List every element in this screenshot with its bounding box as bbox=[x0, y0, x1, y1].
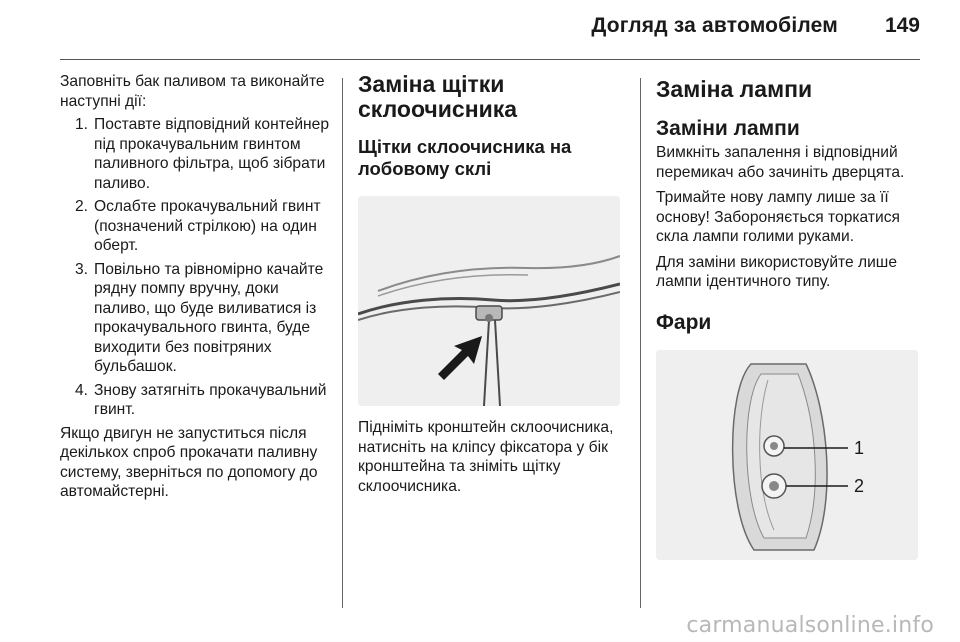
header-rule bbox=[60, 59, 920, 60]
callout-label-2: 2 bbox=[854, 475, 865, 496]
step-text: Поставте відповідний контейнер під прокачувальним гвинтом паливного фільтра, щоб зібрати паливо. bbox=[94, 116, 329, 192]
column-lamp bbox=[656, 72, 920, 560]
figure-caption: Підніміть кронштейн склоочисника, натисніть на кліпсу фіксатора у бік кронштейна та зніміть щітку склоочисника. bbox=[358, 419, 614, 495]
list-item bbox=[60, 115, 330, 193]
subsection-heading: Фари bbox=[656, 310, 712, 334]
subsection-heading: Щітки склоочисника на лобовому склі bbox=[358, 136, 572, 179]
column-wiper bbox=[358, 72, 628, 496]
column-divider bbox=[640, 78, 641, 608]
list-item bbox=[60, 381, 330, 420]
section-heading: Заміна щітки склоочисника bbox=[358, 71, 518, 122]
paragraph: Тримайте нову лампу лише за її основу! Забороняється торкатися скла лампи голими руками. bbox=[656, 189, 900, 245]
column-divider bbox=[342, 78, 343, 608]
watermark: carmanualsonline.info bbox=[686, 613, 934, 638]
callout-label-1: 1 bbox=[854, 437, 865, 458]
subsection-heading: Заміни лампи bbox=[656, 117, 800, 140]
list-item bbox=[60, 197, 330, 256]
intro-paragraph: Заповніть бак паливом та виконайте наступні дії: bbox=[60, 73, 325, 110]
list-item bbox=[60, 260, 330, 377]
step-text: Знову затягніть прокачувальний гвинт. bbox=[94, 381, 327, 418]
section-heading: Заміна лампи bbox=[656, 76, 813, 102]
column-fuel-bleed bbox=[60, 72, 330, 502]
step-text: Повільно та рівномірно качайте рядну помпу вручну, доки паливо, що буде виливатися із прокачувального гвинта, буде виходити без повітряних бульбашок. bbox=[94, 260, 324, 375]
paragraph: Вимкніть запалення і відповідний перемикач або зачиніть дверцята. bbox=[656, 144, 905, 181]
step-number: 3. bbox=[74, 260, 88, 278]
headlamp-illustration bbox=[656, 350, 918, 560]
step-number: 2. bbox=[74, 198, 88, 215]
step-number: 4. bbox=[74, 381, 88, 399]
page-title: Догляд за автомобілем bbox=[591, 14, 838, 37]
wiper-figure bbox=[358, 196, 620, 406]
steps-list bbox=[60, 115, 330, 420]
help-paragraph: Якщо двигун не запуститься після декількох спроб прокачати паливну систему, зверніться по допомогу до автомайстерні. bbox=[60, 424, 318, 500]
step-number: 1. bbox=[74, 116, 88, 133]
headlamp-figure bbox=[656, 350, 918, 560]
page-number: 149 bbox=[884, 14, 920, 37]
paragraph: Для заміни використовуйте лише лампи ідентичного типу. bbox=[656, 253, 897, 290]
wiper-illustration bbox=[358, 196, 620, 406]
step-text: Ослабте прокачувальний гвинт (позначений стрілкою) на один оберт. bbox=[94, 198, 321, 254]
